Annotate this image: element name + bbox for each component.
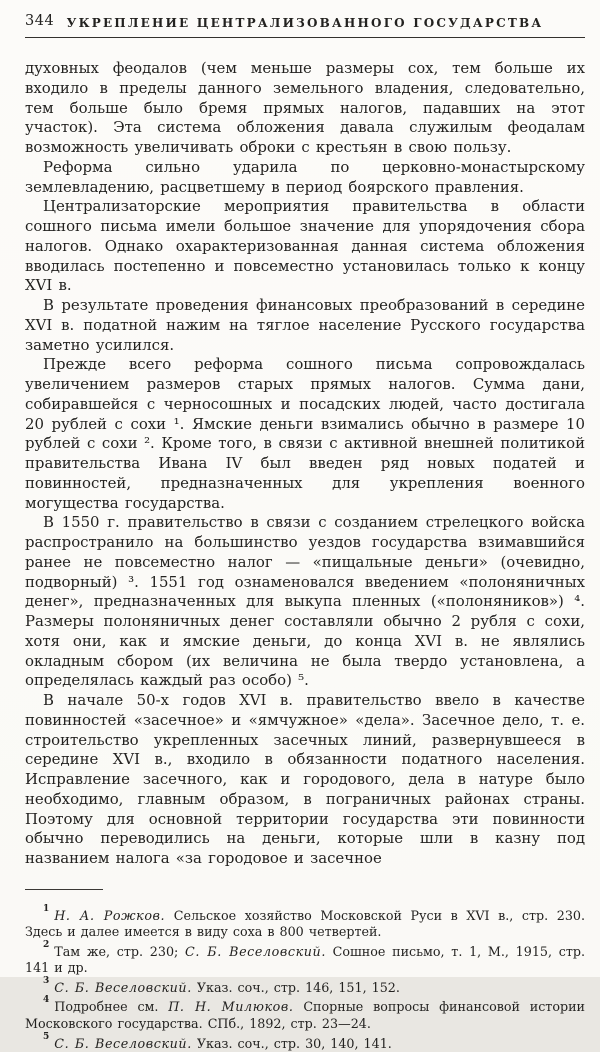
paragraph-continuation: духовных феодалов (чем меньше размеры сох, тем больше их входило в пределы данного земельного владения, следовательно, тем больше было бремя прямых налогов, падавших на этот участок). Эта система обложения давала служилым феодалам возможность увеличивать оброки с крестьян в свою пользу. bbox=[25, 59, 585, 156]
footnote bbox=[25, 1033, 585, 1052]
footnote-rule bbox=[25, 889, 103, 890]
running-title: УКРЕПЛЕНИЕ ЦЕНТРАЛИЗОВАННОГО ГОСУДАРСТВА bbox=[66, 16, 544, 30]
paragraph: Централизаторские мероприятия правительства в области сошного письма имели большое значение для упорядочения сбора налогов. Однако охарактеризованная данная система обложения вводилась постепенно и повсеместно установилась только к концу XVI в. bbox=[25, 197, 585, 295]
page-number: 344 bbox=[25, 13, 55, 29]
footnote-text: Указ. соч., стр. 146, 151, 152. bbox=[191, 980, 400, 996]
footnote-number: 3 bbox=[43, 975, 50, 986]
footnote-text: Сошное письмо, т. 1, М., 1915, стр. 141 и др. bbox=[25, 944, 585, 976]
paragraph: В результате проведения финансовых преобразований в середине XVI в. податной нажим на тяглое население Русского государства заметно усилился. bbox=[25, 296, 585, 354]
paragraph: В 1550 г. правительство в связи с созданием стрелецкого войска распространило на большинство уездов государства взимавшийся ранее не повсеместно налог — «пищальные деньги» (очевидно, подворный) ³. 1551 год ознаменовался введением «полоняничных денег», предназначенных для выкупа пленных («полоняников») ⁴. Размеры полоняничных денег составляли обычно 2 рубля с сохи, хотя они, как и ямские деньги, до конца XVI в. не являлись окладным сбором (их величина не была твердо установлена, а определялась каждый раз особо) ⁵. bbox=[25, 513, 585, 690]
running-head bbox=[25, 12, 585, 34]
footnote-number: 5 bbox=[43, 1031, 50, 1042]
footnote-number: 4 bbox=[43, 995, 50, 1006]
footnote bbox=[25, 905, 585, 941]
footnote-number: 2 bbox=[43, 939, 50, 950]
footnote-author: Н. А. Рожков. bbox=[54, 907, 166, 923]
footnote-pre-text: Там же, стр. 230; bbox=[54, 944, 186, 960]
footnote bbox=[25, 996, 585, 1032]
footnote-author: С. Б. Веселовский. bbox=[185, 944, 326, 960]
footnote-author: П. Н. Милюков. bbox=[168, 999, 294, 1015]
paragraph: Реформа сильно ударила по церковно-монастырскому землевладению, расцветшему в период боярского правления. bbox=[25, 157, 585, 196]
footnote-text: Указ. соч., стр. 30, 140, 141. bbox=[191, 1035, 392, 1051]
paragraph: Прежде всего реформа сошного письма сопровождалась увеличением размеров старых прямых налогов. Сумма дани, собиравшейся с черносошных и посадских людей, часто достигала 20 рублей с сохи ¹. Ямские деньги взимались обычно в размере 10 рублей с сохи ². Кроме того, в связи с активной внешней политикой правительства Ивана IV был введен ряд новых податей и повинностей, предназначенных для укрепления военного могущества государства. bbox=[25, 355, 585, 512]
footnote-author: С. Б. Веселовский. bbox=[54, 1035, 192, 1051]
footnote-author: С. Б. Веселовский. bbox=[54, 980, 192, 996]
footnote-text: Спорные вопросы финансовой истории Московского государства. СПб., 1892, стр. 23—24. bbox=[25, 999, 585, 1032]
footnote-pre-text: Подробнее см. bbox=[54, 999, 169, 1015]
page-body bbox=[25, 59, 585, 869]
footnote bbox=[25, 977, 585, 997]
paragraph: В начале 50-х годов XVI в. правительство ввело в качестве повинностей «засечное» и «ямчужное» «дела». Засечное дело, т. е. строительство укрепленных засечных линий, развернувшееся в середине XVI в., входило в обязанности податного населения. Исправление засечного, как и городового, дела в натуре было необходимо, главным образом, в пограничных районах страны. Поэтому для основной территории государства эти повинности обычно переводились на деньги, которые шли в казну под названием налога «за городовое и засечное bbox=[25, 691, 585, 867]
footnotes-section bbox=[25, 905, 585, 1052]
footnote-number: 1 bbox=[43, 903, 50, 914]
footnote bbox=[25, 941, 585, 977]
footnote-text: Сельское хозяйство Московской Руси в XVI в., стр. 230. Здесь и далее имеется в виду соха в 800 четвертей. bbox=[25, 907, 585, 940]
header-rule bbox=[25, 37, 585, 38]
